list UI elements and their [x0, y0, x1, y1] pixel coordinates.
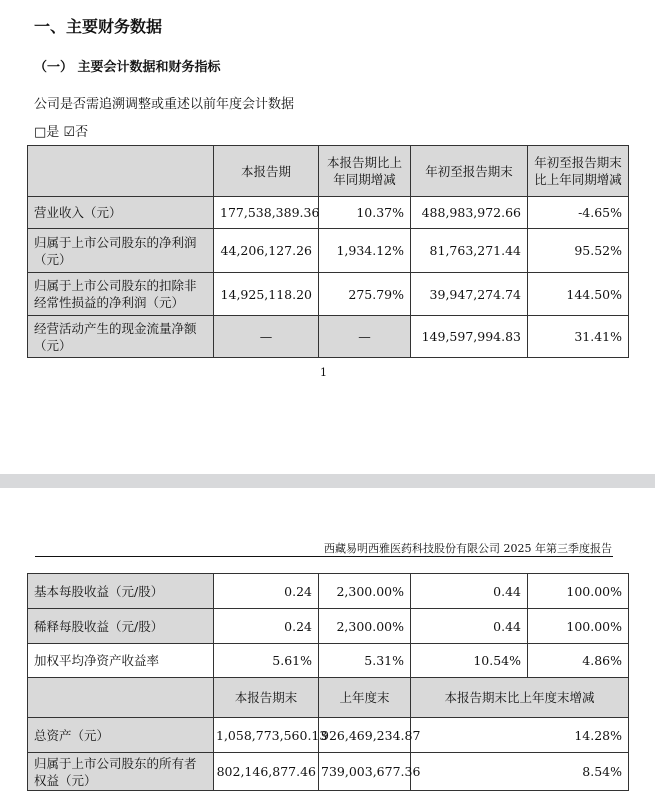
cell: 488,983,972.66 [411, 197, 528, 229]
cell: 2,300.00% [319, 574, 411, 609]
cell: 8.54% [411, 753, 629, 791]
row-label: 经营活动产生的现金流量净额（元） [28, 316, 214, 358]
row-label: 营业收入（元） [28, 197, 214, 229]
table-row [28, 753, 629, 791]
table-row [28, 229, 629, 273]
cell: 100.00% [528, 609, 629, 644]
cell: 14,925,118.20 [214, 273, 319, 316]
header-cell: 本报告期比上年同期增减 [319, 146, 411, 197]
row-label: 总资产（元） [28, 718, 214, 753]
cell: 177,538,389.36 [214, 197, 319, 229]
cell: 275.79% [319, 273, 411, 316]
restatement-question: 公司是否需追溯调整或重述以前年度会计数据 [34, 97, 295, 112]
header-cell: 上年度末 [319, 678, 411, 718]
key-financial-table [27, 145, 629, 358]
cell: 0.24 [214, 609, 319, 644]
table-row [28, 644, 629, 678]
cell: 39,947,274.74 [411, 273, 528, 316]
cell: 95.52% [528, 229, 629, 273]
table-header-row [28, 678, 629, 718]
restatement-choice [34, 121, 88, 140]
table-row [28, 197, 629, 229]
cell: 4.86% [528, 644, 629, 678]
cell: 10.37% [319, 197, 411, 229]
header-cell [28, 146, 214, 197]
header-cell: 本报告期 [214, 146, 319, 197]
table-row [28, 574, 629, 609]
row-label: 基本每股收益（元/股） [28, 574, 214, 609]
section-title: 一、主要财务数据 [34, 17, 163, 36]
cell: — [319, 316, 411, 358]
key-financial-table-continued [27, 573, 629, 791]
header-cell: 本报告期末比上年度末增减 [411, 678, 629, 718]
row-label: 归属于上市公司股东的净利润（元） [28, 229, 214, 273]
cell: 5.61% [214, 644, 319, 678]
table-row [28, 273, 629, 316]
header-cell [28, 678, 214, 718]
table-row [28, 718, 629, 753]
cell: 926,469,234.87 [319, 718, 411, 753]
row-label: 归属于上市公司股东的所有者权益（元） [28, 753, 214, 791]
row-label: 加权平均净资产收益率 [28, 644, 214, 678]
page-number: 1 [320, 366, 327, 379]
cell: 31.41% [528, 316, 629, 358]
cell: 44,206,127.26 [214, 229, 319, 273]
cell: 10.54% [411, 644, 528, 678]
cell: 149,597,994.83 [411, 316, 528, 358]
checkbox-no: ☑否 [63, 125, 89, 140]
row-label: 稀释每股收益（元/股） [28, 609, 214, 644]
header-cell: 年初至报告期末比上年同期增减 [528, 146, 629, 197]
header-cell: 本报告期末 [214, 678, 319, 718]
row-label: 归属于上市公司股东的扣除非经常性损益的净利润（元） [28, 273, 214, 316]
header-rule [35, 556, 613, 557]
cell: 0.24 [214, 574, 319, 609]
page-separator [0, 474, 655, 488]
cell: 0.44 [411, 574, 528, 609]
cell: — [214, 316, 319, 358]
header-cell: 年初至报告期末 [411, 146, 528, 197]
checkbox-yes: □是 [34, 125, 60, 140]
cell: 739,003,677.36 [319, 753, 411, 791]
cell: 0.44 [411, 609, 528, 644]
cell: -4.65% [528, 197, 629, 229]
cell: 5.31% [319, 644, 411, 678]
cell: 14.28% [411, 718, 629, 753]
cell: 144.50% [528, 273, 629, 316]
table-row [28, 316, 629, 358]
running-header: 西藏易明西雅医药科技股份有限公司 2025 年第三季度报告 [324, 542, 612, 555]
cell: 100.00% [528, 574, 629, 609]
cell: 1,058,773,560.13 [214, 718, 319, 753]
subsection-title: （一） 主要会计数据和财务指标 [34, 60, 221, 75]
cell: 1,934.12% [319, 229, 411, 273]
cell: 81,763,271.44 [411, 229, 528, 273]
table-header-row [28, 146, 629, 197]
cell: 2,300.00% [319, 609, 411, 644]
cell: 802,146,877.46 [214, 753, 319, 791]
table-row [28, 609, 629, 644]
